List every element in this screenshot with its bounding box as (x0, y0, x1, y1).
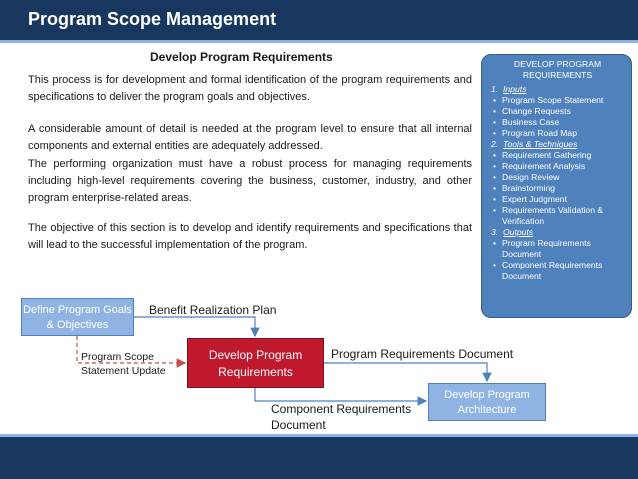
list-item: • Program Scope Statement (490, 95, 625, 106)
develop-architecture-box: Develop Program Architecture (428, 383, 546, 421)
page-title: Program Scope Management (28, 9, 277, 29)
paragraph-detail: A considerable amount of detail is needed at the program level to ensure that all internal components and external entities are adequately addressed. (28, 123, 472, 152)
inputs-label: Inputs (503, 84, 527, 94)
panel-title: DEVELOP PROGRAM REQUIREMENTS (513, 59, 602, 80)
tools-number: 2. (491, 139, 499, 149)
requirements-document-label: Program Requirements Document (331, 347, 514, 361)
list-item: • Requirements Validation & Verification (490, 205, 625, 227)
develop-requirements-box: Develop Program Requirements (187, 338, 324, 388)
define-goals-box: Define Program Goals & Objectives (21, 298, 134, 336)
list-item: • Design Review (490, 172, 625, 183)
list-item: • Program Road Map (490, 128, 625, 139)
section-heading: Develop Program Requirements (150, 50, 333, 64)
list-item: • Component Requirements Document (490, 260, 625, 282)
list-item: • Expert Judgment (490, 194, 625, 205)
list-item: • Requirement Analysis (490, 161, 625, 172)
scope-update-label: Program Scope Statement Update (81, 351, 166, 377)
component-document-label: Component Requirements Document (271, 402, 412, 432)
footer-bar (0, 437, 638, 479)
list-item: • Brainstorming (490, 183, 625, 194)
paragraph-organization: The performing organization must have a robust process for managing requirements including high-level requirements covering the business, customer, industry, and other program enterprise-related areas. (28, 158, 472, 204)
list-item: • Program Requirements Document (490, 238, 625, 260)
requirements-doc-flow-arrow (324, 363, 487, 381)
paragraph-objective: The objective of this section is to develop and identify requirements and specifications that will lead to the successful implementation of the program. (28, 222, 472, 251)
tools-label: Tools & Techniques (503, 139, 578, 149)
component-doc-flow-arrow (255, 388, 426, 401)
outputs-label: Outputs (503, 227, 534, 237)
list-item: • Requirement Gathering (490, 150, 625, 161)
benefit-realization-label: Benefit Realization Plan (149, 303, 277, 317)
list-item: • Business Case (490, 117, 625, 128)
paragraph-purpose: This process is for development and formal identification of the program requirements and specifications to deliver the program goals and objectives. (28, 74, 472, 103)
benefit-flow-arrow (134, 317, 255, 336)
inputs-number: 1. (491, 84, 499, 94)
list-item: • Change Requests (490, 106, 625, 117)
outputs-number: 3. (491, 227, 499, 237)
